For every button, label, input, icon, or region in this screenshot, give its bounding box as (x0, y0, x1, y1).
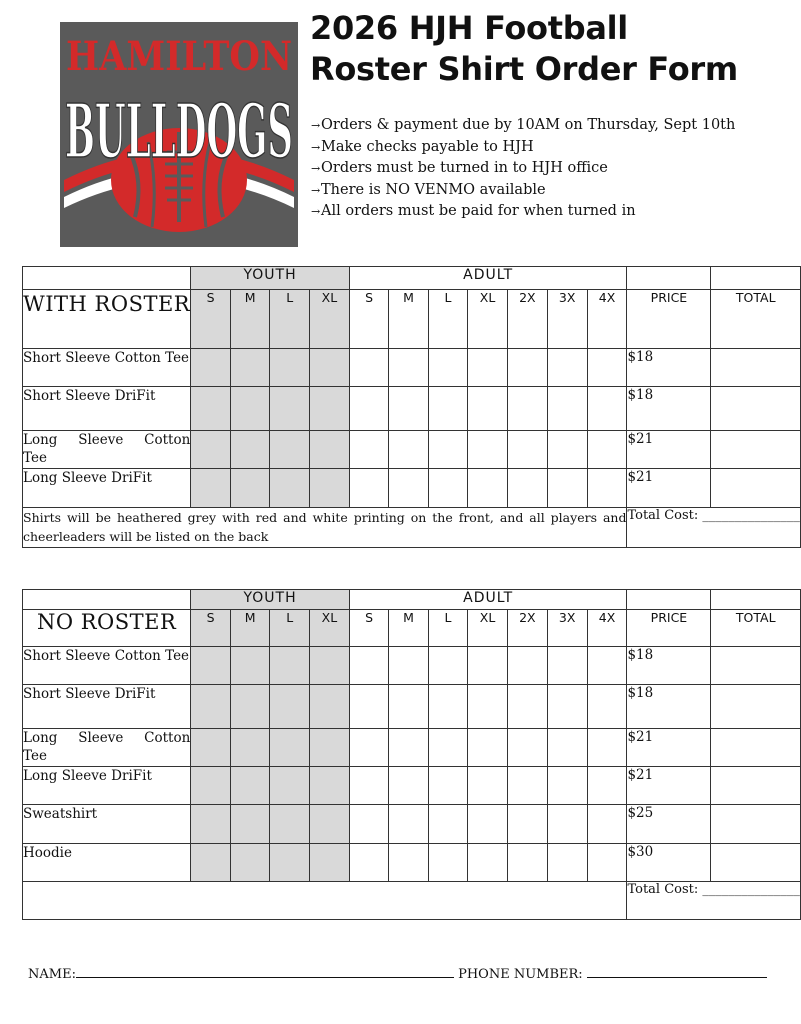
item-price: $21 (627, 469, 711, 508)
qty-cell[interactable] (191, 685, 231, 729)
logo-main-text: BULLDOGS (65, 89, 293, 175)
qty-cell[interactable] (547, 685, 587, 729)
item-name: Short Sleeve DriFit (23, 387, 191, 431)
size-header: 3X (547, 610, 587, 647)
qty-cell[interactable] (587, 767, 627, 805)
qty-cell[interactable] (547, 349, 587, 387)
blank-cell (23, 267, 191, 290)
table-row (23, 349, 801, 387)
qty-cell[interactable] (507, 349, 547, 387)
no-roster-order-table (22, 589, 801, 920)
qty-cell[interactable] (468, 647, 508, 685)
qty-cell[interactable] (191, 387, 231, 431)
qty-cell[interactable] (230, 647, 270, 685)
qty-cell[interactable] (587, 729, 627, 767)
qty-cell[interactable] (270, 349, 309, 387)
page-title (310, 8, 790, 90)
qty-cell[interactable] (587, 805, 627, 844)
qty-cell[interactable] (389, 469, 429, 508)
title-line-1: 2026 HJH Football (310, 9, 628, 47)
qty-cell[interactable] (428, 647, 467, 685)
qty-cell[interactable] (349, 729, 388, 767)
with-roster-order-table (22, 266, 801, 548)
item-name: Short Sleeve DriFit (23, 685, 191, 729)
qty-cell[interactable] (507, 844, 547, 882)
size-header: 2X (507, 290, 547, 349)
contact-fields (28, 964, 767, 982)
qty-cell[interactable] (507, 469, 547, 508)
total-cell[interactable] (711, 469, 801, 508)
item-price: $18 (627, 685, 711, 729)
qty-cell[interactable] (468, 685, 508, 729)
qty-cell[interactable] (191, 805, 231, 844)
qty-cell[interactable] (270, 431, 309, 469)
qty-cell[interactable] (468, 767, 508, 805)
qty-cell[interactable] (587, 387, 627, 431)
qty-cell[interactable] (309, 647, 349, 685)
item-name: Short Sleeve Cotton Tee (23, 349, 191, 387)
qty-cell[interactable] (230, 844, 270, 882)
qty-cell[interactable] (230, 805, 270, 844)
qty-cell[interactable] (468, 469, 508, 508)
size-header: L (428, 290, 467, 349)
item-price: $30 (627, 844, 711, 882)
arrow-icon: → (311, 183, 321, 197)
qty-cell[interactable] (230, 767, 270, 805)
qty-cell[interactable] (547, 805, 587, 844)
qty-cell[interactable] (349, 469, 388, 508)
logo-top-text: HAMILTON (66, 33, 292, 80)
section-label: WITH ROSTER (23, 290, 191, 349)
qty-cell[interactable] (428, 431, 467, 469)
table-row (23, 431, 801, 469)
qty-cell[interactable] (191, 767, 231, 805)
qty-cell[interactable] (309, 844, 349, 882)
qty-cell[interactable] (507, 685, 547, 729)
table-row (23, 805, 801, 844)
table-row (23, 844, 801, 882)
total-cell[interactable] (711, 844, 801, 882)
qty-cell[interactable] (547, 844, 587, 882)
arrow-icon: → (311, 119, 321, 132)
qty-cell[interactable] (428, 844, 467, 882)
qty-cell[interactable] (230, 349, 270, 387)
qty-cell[interactable] (230, 387, 270, 431)
total-header: TOTAL (711, 290, 801, 349)
adult-header: ADULT (349, 590, 627, 610)
qty-cell[interactable] (389, 767, 429, 805)
logo-graphic (60, 22, 298, 247)
blank-cell (711, 590, 801, 610)
total-cell[interactable] (711, 387, 801, 431)
qty-cell[interactable] (389, 647, 429, 685)
table-row (23, 647, 801, 685)
size-header: M (389, 290, 429, 349)
table-row (23, 767, 801, 805)
title-line-2: Roster Shirt Order Form (310, 50, 738, 88)
notice-item: →Make checks payable to HJH (311, 137, 735, 159)
size-header: L (270, 290, 309, 349)
arrow-icon: → (311, 140, 321, 154)
qty-cell[interactable] (587, 685, 627, 729)
total-cell[interactable] (711, 805, 801, 844)
item-name: Long Sleeve DriFit (23, 469, 191, 508)
item-name: Long Sleeve Cotton Tee (23, 729, 191, 767)
qty-cell[interactable] (428, 349, 467, 387)
total-cell[interactable] (711, 349, 801, 387)
qty-cell[interactable] (428, 767, 467, 805)
qty-cell[interactable] (468, 805, 508, 844)
total-cell[interactable] (711, 685, 801, 729)
qty-cell[interactable] (270, 805, 309, 844)
item-price: $21 (627, 431, 711, 469)
qty-cell[interactable] (468, 844, 508, 882)
qty-cell[interactable] (547, 729, 587, 767)
qty-cell[interactable] (389, 685, 429, 729)
qty-cell[interactable] (270, 685, 309, 729)
qty-cell[interactable] (428, 805, 467, 844)
note-row (23, 508, 801, 548)
qty-cell[interactable] (587, 349, 627, 387)
total-cost-field[interactable]: Total Cost: _______________ (627, 882, 801, 920)
qty-cell[interactable] (270, 844, 309, 882)
qty-cell[interactable] (191, 349, 231, 387)
qty-cell[interactable] (309, 387, 349, 431)
qty-cell[interactable] (389, 844, 429, 882)
qty-cell[interactable] (507, 431, 547, 469)
blank-cell (23, 882, 627, 920)
qty-cell[interactable] (270, 729, 309, 767)
item-price: $25 (627, 805, 711, 844)
qty-cell[interactable] (349, 844, 388, 882)
phone-field[interactable] (587, 964, 767, 978)
size-header: L (428, 610, 467, 647)
qty-cell[interactable] (191, 469, 231, 508)
qty-cell[interactable] (547, 767, 587, 805)
notice-item: →All orders must be paid for when turned in (311, 201, 735, 223)
qty-cell[interactable] (230, 685, 270, 729)
name-field[interactable] (76, 964, 454, 978)
qty-cell[interactable] (389, 805, 429, 844)
price-header: PRICE (627, 290, 711, 349)
total-cell[interactable] (711, 647, 801, 685)
qty-cell[interactable] (309, 349, 349, 387)
size-header: M (230, 610, 270, 647)
youth-header: YOUTH (191, 267, 350, 290)
blank-cell (627, 590, 711, 610)
item-name: Short Sleeve Cotton Tee (23, 647, 191, 685)
size-header: XL (309, 290, 349, 349)
qty-cell[interactable] (270, 647, 309, 685)
qty-cell[interactable] (468, 349, 508, 387)
table-row (23, 387, 801, 431)
size-header: XL (309, 610, 349, 647)
item-price: $18 (627, 349, 711, 387)
size-header: S (191, 610, 231, 647)
qty-cell[interactable] (270, 387, 309, 431)
qty-cell[interactable] (507, 729, 547, 767)
item-name: Long Sleeve Cotton Tee (23, 431, 191, 469)
item-price: $21 (627, 729, 711, 767)
qty-cell[interactable] (547, 387, 587, 431)
table-row (23, 729, 801, 767)
item-price: $18 (627, 647, 711, 685)
adult-header: ADULT (349, 267, 627, 290)
blank-cell (627, 267, 711, 290)
total-row (23, 882, 801, 920)
qty-cell[interactable] (428, 685, 467, 729)
qty-cell[interactable] (270, 767, 309, 805)
qty-cell[interactable] (270, 469, 309, 508)
table-row (23, 685, 801, 729)
qty-cell[interactable] (349, 349, 388, 387)
size-header: 3X (547, 290, 587, 349)
size-header: L (270, 610, 309, 647)
qty-cell[interactable] (547, 431, 587, 469)
qty-cell[interactable] (389, 729, 429, 767)
group-header-row (23, 590, 801, 610)
qty-cell[interactable] (230, 469, 270, 508)
qty-cell[interactable] (349, 685, 388, 729)
shirt-note: Shirts will be heathered grey with red and white printing on the front, and all players and cheerleaders will be listed on the back (23, 508, 627, 548)
qty-cell[interactable] (428, 729, 467, 767)
qty-cell[interactable] (507, 805, 547, 844)
qty-cell[interactable] (389, 431, 429, 469)
arrow-icon: → (311, 205, 321, 218)
size-header: XL (468, 610, 508, 647)
total-cell[interactable] (711, 729, 801, 767)
qty-cell[interactable] (309, 431, 349, 469)
qty-cell[interactable] (191, 844, 231, 882)
qty-cell[interactable] (587, 647, 627, 685)
qty-cell[interactable] (309, 685, 349, 729)
youth-header: YOUTH (191, 590, 350, 610)
phone-label: PHONE NUMBER: (458, 967, 583, 982)
qty-cell[interactable] (230, 729, 270, 767)
qty-cell[interactable] (587, 431, 627, 469)
size-header: S (349, 290, 388, 349)
arrow-icon: → (311, 162, 321, 175)
notice-item: →Orders & payment due by 10AM on Thursday, Sept 10th (311, 115, 735, 137)
qty-cell[interactable] (507, 767, 547, 805)
qty-cell[interactable] (230, 431, 270, 469)
qty-cell[interactable] (428, 387, 467, 431)
item-name: Long Sleeve DriFit (23, 767, 191, 805)
qty-cell[interactable] (191, 431, 231, 469)
qty-cell[interactable] (349, 431, 388, 469)
name-label: NAME: (28, 967, 76, 982)
item-price: $21 (627, 767, 711, 805)
hamilton-bulldogs-logo (60, 22, 298, 247)
qty-cell[interactable] (191, 729, 231, 767)
item-price: $18 (627, 387, 711, 431)
qty-cell[interactable] (309, 805, 349, 844)
size-header-row (23, 290, 801, 349)
blank-cell (23, 590, 191, 610)
price-header: PRICE (627, 610, 711, 647)
size-header: S (349, 610, 388, 647)
qty-cell[interactable] (389, 387, 429, 431)
item-name: Sweatshirt (23, 805, 191, 844)
notice-item: →Orders must be turned in to HJH office (311, 158, 735, 180)
qty-cell[interactable] (507, 647, 547, 685)
section-label: NO ROSTER (23, 610, 191, 647)
size-header-row (23, 610, 801, 647)
qty-cell[interactable] (389, 349, 429, 387)
item-name: Hoodie (23, 844, 191, 882)
group-header-row (23, 267, 801, 290)
qty-cell[interactable] (468, 431, 508, 469)
qty-cell[interactable] (349, 647, 388, 685)
size-header: S (191, 290, 231, 349)
qty-cell[interactable] (309, 729, 349, 767)
size-header: 4X (587, 610, 627, 647)
qty-cell[interactable] (191, 647, 231, 685)
qty-cell[interactable] (349, 767, 388, 805)
qty-cell[interactable] (349, 387, 388, 431)
table-row (23, 469, 801, 508)
total-cost-field[interactable]: Total Cost: _______________ (627, 508, 801, 548)
qty-cell[interactable] (587, 469, 627, 508)
qty-cell[interactable] (507, 387, 547, 431)
size-header: M (389, 610, 429, 647)
total-header: TOTAL (711, 610, 801, 647)
qty-cell[interactable] (547, 469, 587, 508)
total-cell[interactable] (711, 431, 801, 469)
qty-cell[interactable] (349, 805, 388, 844)
size-header: 4X (587, 290, 627, 349)
qty-cell[interactable] (468, 387, 508, 431)
size-header: 2X (507, 610, 547, 647)
order-notices (311, 115, 735, 223)
size-header: XL (468, 290, 508, 349)
qty-cell[interactable] (587, 844, 627, 882)
total-cell[interactable] (711, 767, 801, 805)
notice-item: →There is NO VENMO available (311, 180, 735, 202)
qty-cell[interactable] (309, 469, 349, 508)
qty-cell[interactable] (309, 767, 349, 805)
qty-cell[interactable] (468, 729, 508, 767)
blank-cell (711, 267, 801, 290)
qty-cell[interactable] (428, 469, 467, 508)
size-header: M (230, 290, 270, 349)
qty-cell[interactable] (547, 647, 587, 685)
